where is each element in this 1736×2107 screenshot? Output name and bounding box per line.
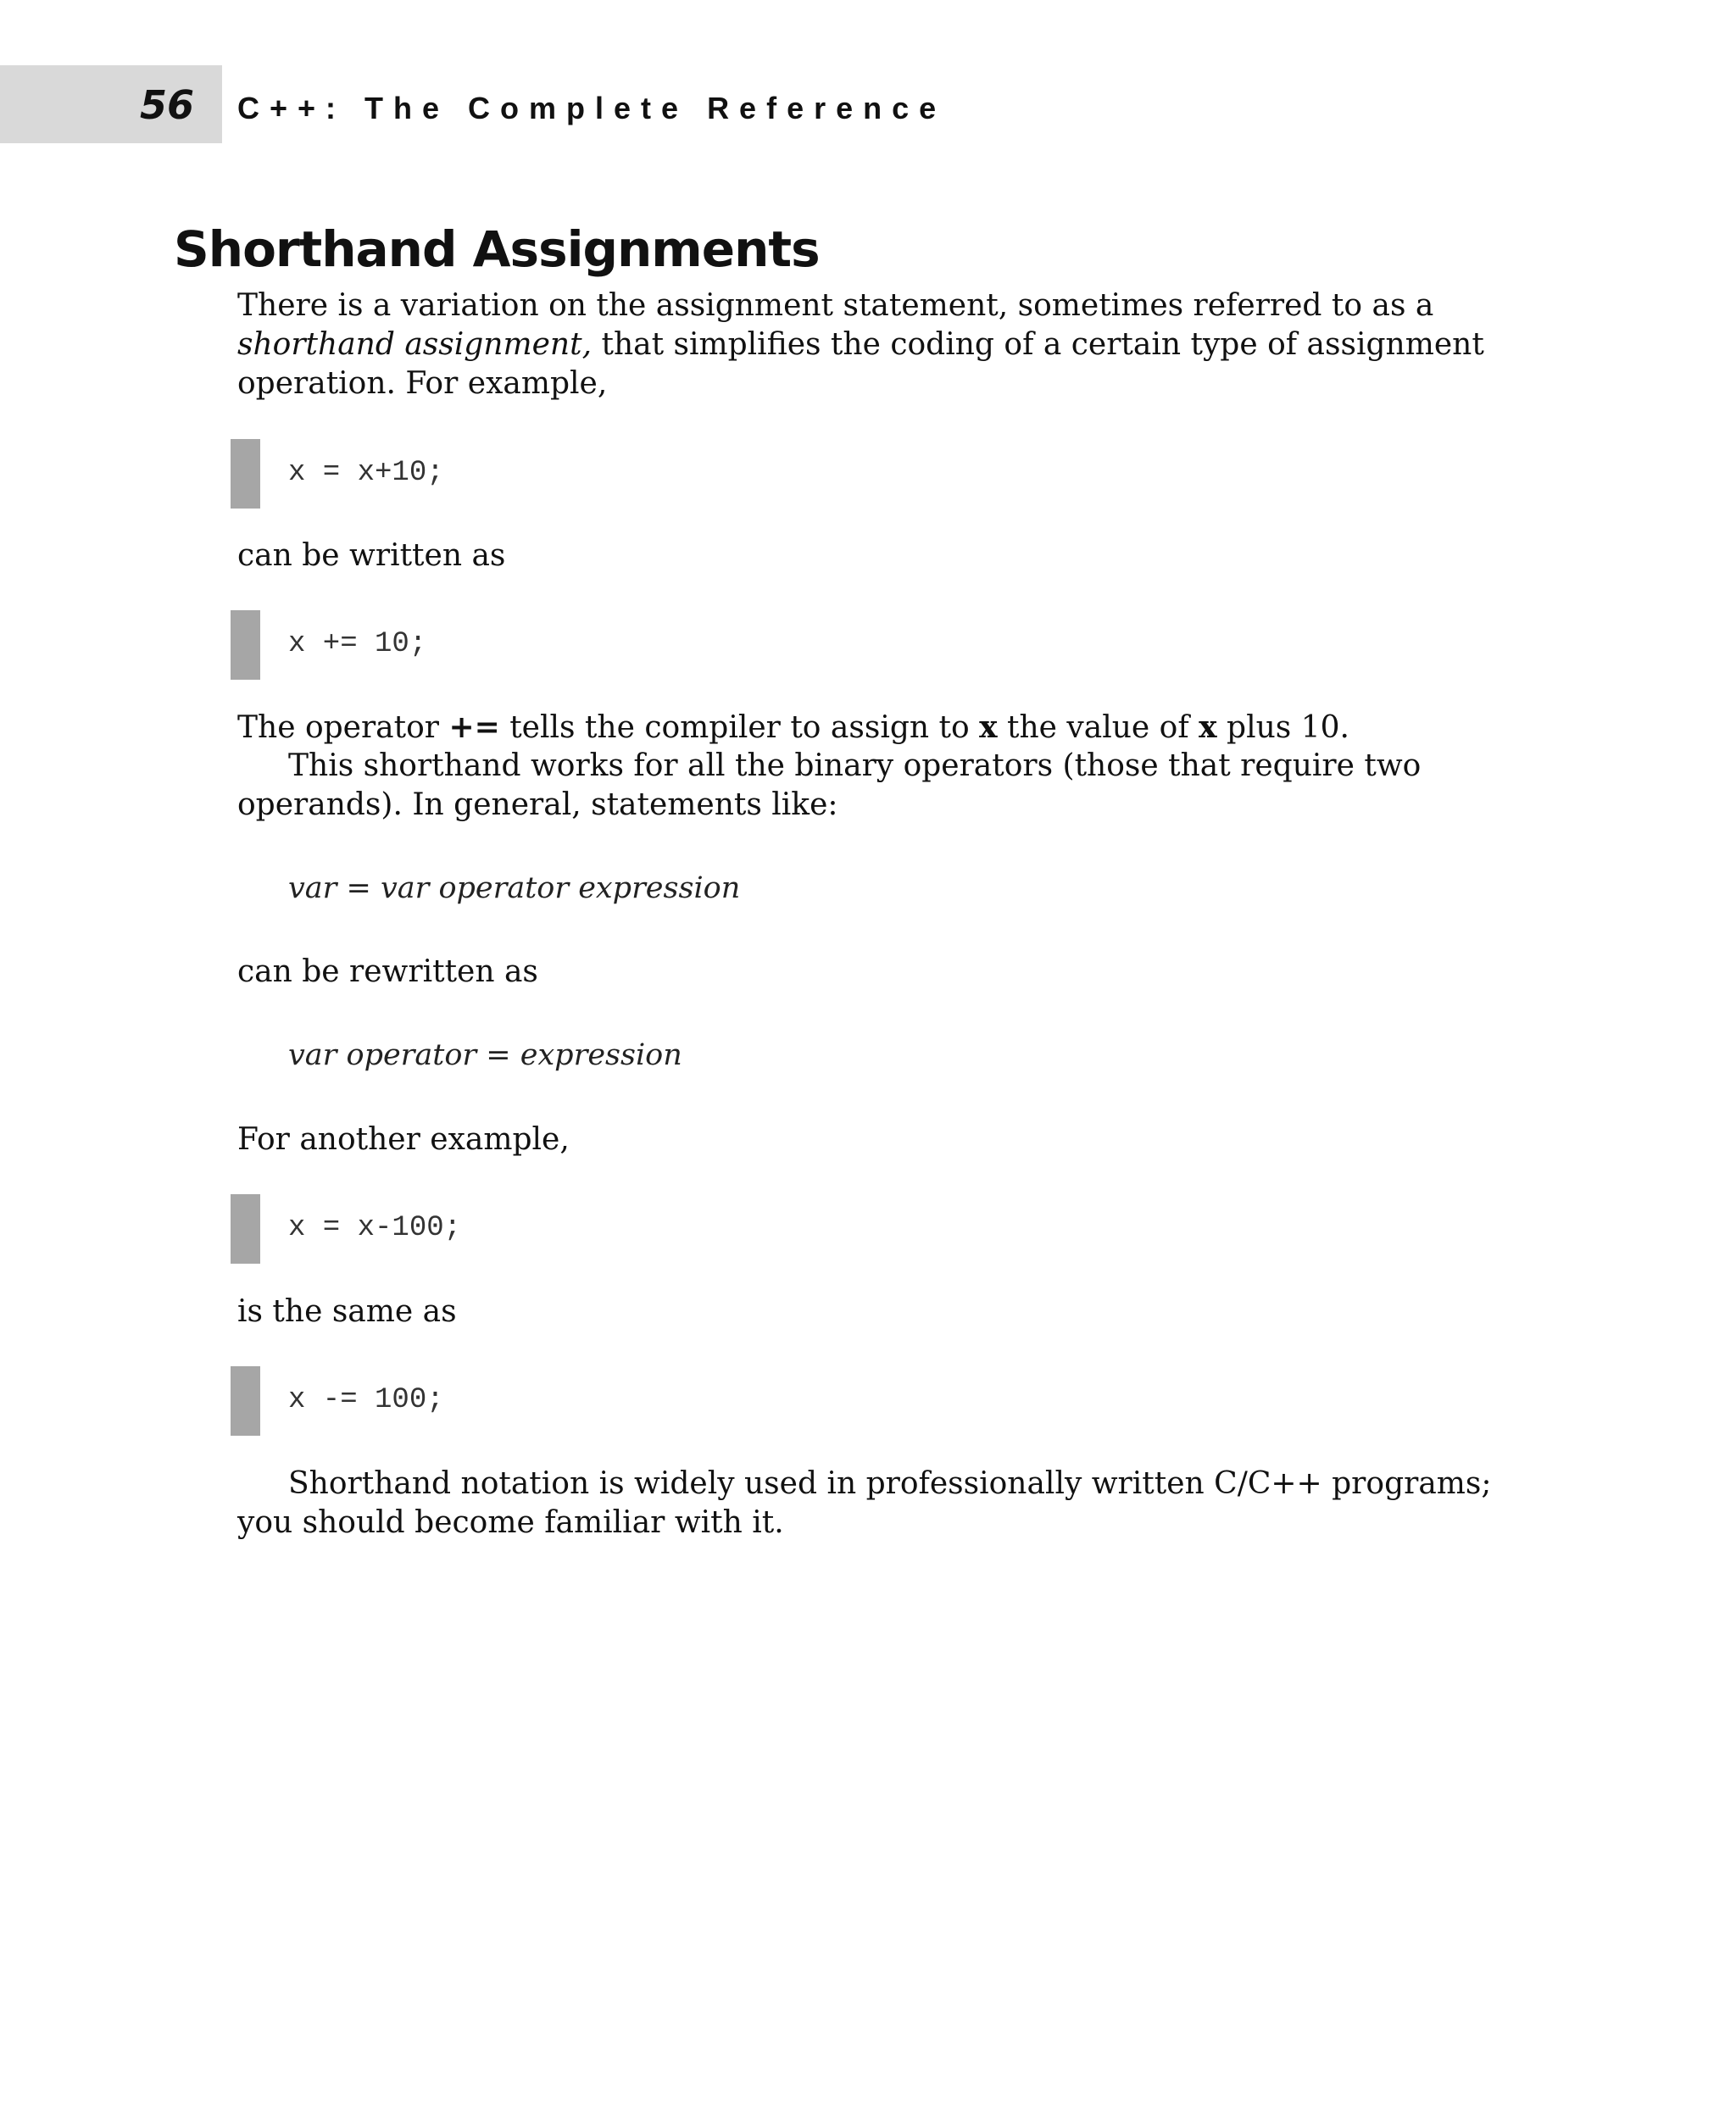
running-head: C++: The Complete Reference xyxy=(237,91,947,125)
page-number: 56 xyxy=(140,82,195,128)
shorthand-assignment-term: shorthand assignment, xyxy=(237,327,593,362)
code-block-1 xyxy=(231,439,909,509)
code-line: x += 10; xyxy=(288,628,427,660)
can-be-rewritten-as-text: can be rewritten as xyxy=(237,954,538,989)
closing-paragraph: Shorthand notation is widely used in professionally written C/C++ programs; you should become familiar with it. xyxy=(237,1466,1492,1540)
code-block-2 xyxy=(231,610,909,680)
code-line: x = x+10; xyxy=(288,457,444,489)
section-title: Shorthand Assignments xyxy=(174,220,820,278)
operator-text-3: the value of xyxy=(997,710,1199,745)
general-form-short: var operator = expression xyxy=(288,1038,682,1072)
variable-x: x xyxy=(979,709,998,745)
code-line: x -= 100; xyxy=(288,1384,444,1416)
code-block-3 xyxy=(231,1194,909,1264)
another-example-text: For another example, xyxy=(237,1122,570,1157)
intro-paragraph xyxy=(237,286,1500,403)
operator-text-1: The operator xyxy=(237,710,449,745)
is-the-same-as-text: is the same as xyxy=(237,1294,457,1329)
variable-x: x xyxy=(1199,709,1217,745)
code-marker-bar xyxy=(231,610,260,680)
general-form-long: var = var operator expression xyxy=(288,871,741,905)
can-be-written-as-text: can be written as xyxy=(237,538,506,573)
intro-text-before: There is a variation on the assignment statement, sometimes referred to as a xyxy=(237,288,1434,323)
binary-operators-paragraph: This shorthand works for all the binary operators (those that require two operands). In general, statements like: xyxy=(237,748,1422,822)
intro-text-after: that simplifies the coding of a certain type of assignment operation. For example, xyxy=(237,327,1484,401)
code-marker-bar xyxy=(231,439,260,509)
operator-explanation xyxy=(237,708,1500,748)
operator-text-4: plus 10. xyxy=(1216,710,1349,745)
code-line: x = x-100; xyxy=(288,1212,462,1244)
operator-symbol: += xyxy=(448,709,500,745)
code-block-4 xyxy=(231,1366,909,1436)
code-marker-bar xyxy=(231,1194,260,1264)
code-marker-bar xyxy=(231,1366,260,1436)
operator-text-2: tells the compiler to assign to xyxy=(499,710,980,745)
